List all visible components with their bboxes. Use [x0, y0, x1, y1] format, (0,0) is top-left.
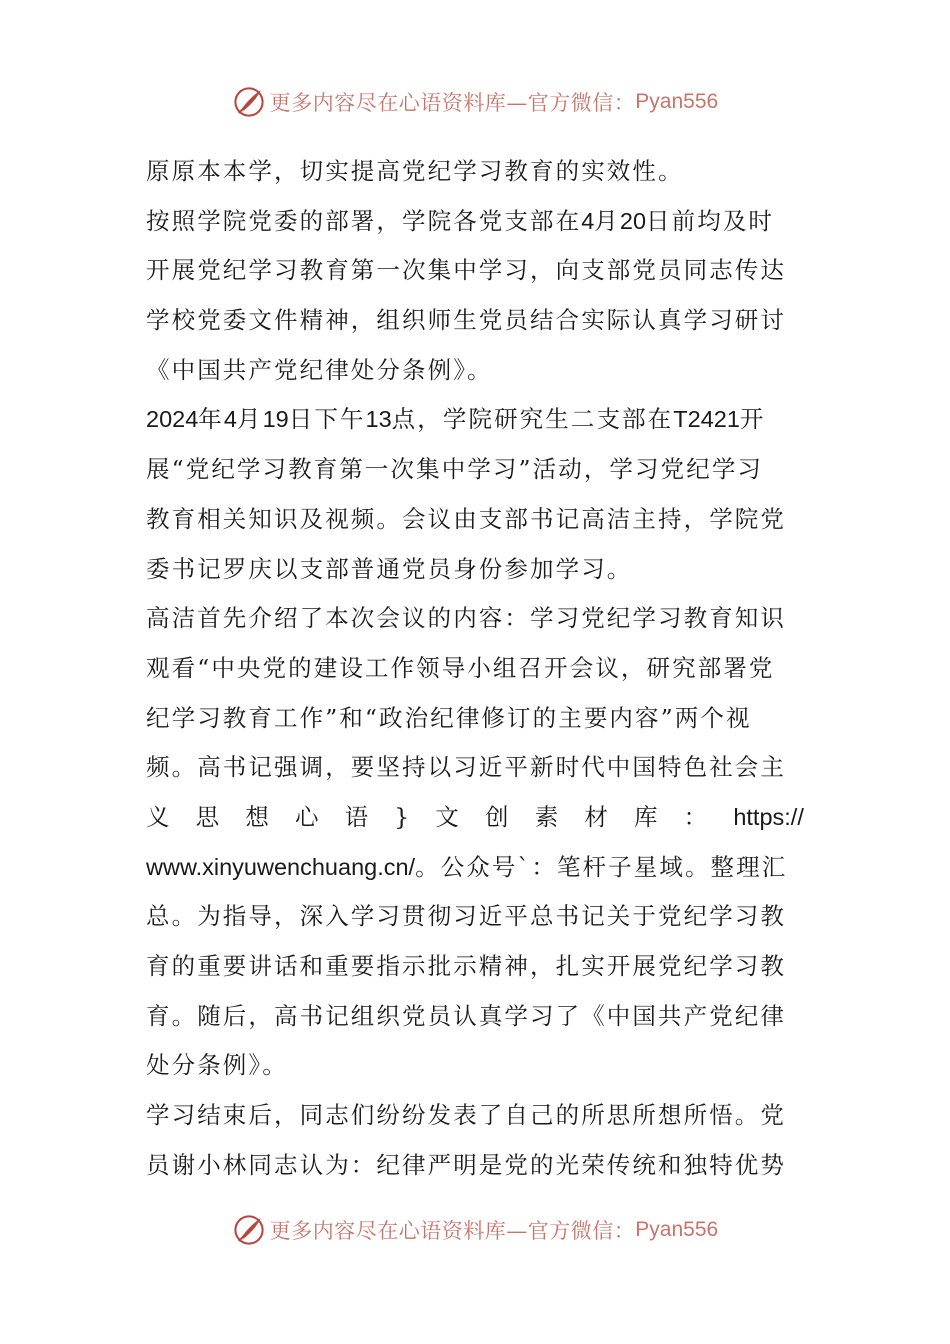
- text-line: www.xinyuwenchuang.cn/。公众号`：笔杆子星域。整理汇: [146, 852, 788, 881]
- text-line: 开展党纪学习教育第一次集中学习，向支部党员同志传达: [146, 256, 786, 285]
- text-line: 学校党委文件精神，组织师生党员结合实际认真学习研讨: [146, 306, 786, 335]
- text-line: 处分条例》。: [146, 1051, 288, 1080]
- text-line: 《中国共产党纪律处分条例》。: [146, 355, 493, 384]
- text-token: }: [394, 802, 410, 831]
- text-line: 纪学习教育工作”和“政治纪律修订的主要内容”两个视: [146, 703, 752, 732]
- text-token: 库: [634, 802, 658, 831]
- quill-logo-icon: [232, 85, 266, 119]
- text-line: 育。随后，高书记组织党员认真学习了《中国共产党纪律: [146, 1001, 786, 1030]
- footer-watermark: [0, 1210, 950, 1250]
- text-token: 语: [344, 802, 369, 831]
- text-line: 高洁首先介绍了本次会议的内容：学习党纪学习教育知识: [146, 604, 786, 633]
- text-line: 委书记罗庆以支部普通党员身份参加学习。: [146, 554, 633, 583]
- text-line: 按照学院党委的部署，学院各党支部在4月20日前均及时: [146, 206, 775, 235]
- text-token: 义: [146, 802, 170, 831]
- text-token: 材: [584, 802, 608, 831]
- text-line: [146, 793, 804, 843]
- text-token: 思: [195, 802, 220, 831]
- header-watermark: [0, 82, 950, 122]
- text-line: 原原本本学，切实提高党纪学习教育的实效性。: [146, 157, 684, 185]
- text-line: 员谢小林同志认为：纪律严明是党的光荣传统和独特优势: [146, 1150, 786, 1179]
- text-line: 教育相关知识及视频。会议由支部书记高洁主持，学院党: [146, 504, 786, 533]
- text-line: 展“党纪学习教育第一次集中学习”活动，学习党纪学习: [146, 455, 764, 484]
- text-token: https://: [733, 803, 804, 830]
- text-line: 频。高书记强调，要坚持以习近平新时代中国特色社会主: [146, 753, 786, 782]
- text-line: 学习结束后，同志们纷纷发表了自己的所思所想所悟。党: [146, 1101, 786, 1130]
- text-line: 2024年4月19日下午13点，学院研究生二支部在T2421开: [146, 405, 766, 434]
- text-line: 育的重要讲话和重要指示批示精神，扎实开展党纪学习教: [146, 952, 786, 980]
- text-token: 素: [534, 802, 559, 831]
- text-line: 观看“中央党的建设工作领导小组召开会议，研究部署党: [146, 653, 775, 682]
- text-line: 总。为指导，深入学习贯彻习近平总书记关于党纪学习教: [146, 902, 786, 931]
- text-token: 心: [294, 802, 319, 831]
- quill-logo-icon: [232, 1213, 266, 1247]
- watermark-text: 更多内容尽在心语资料库—官方微信：: [269, 91, 636, 115]
- document-body: [146, 147, 804, 1190]
- watermark-text: 更多内容尽在心语资料库—官方微信：: [269, 1219, 636, 1243]
- text-token: ：: [683, 802, 708, 831]
- text-token: 创: [485, 802, 509, 831]
- text-token: 想: [245, 802, 269, 831]
- text-token: 文: [435, 802, 459, 831]
- wechat-id: Pyan556: [635, 1218, 719, 1241]
- wechat-id: Pyan556: [635, 90, 719, 113]
